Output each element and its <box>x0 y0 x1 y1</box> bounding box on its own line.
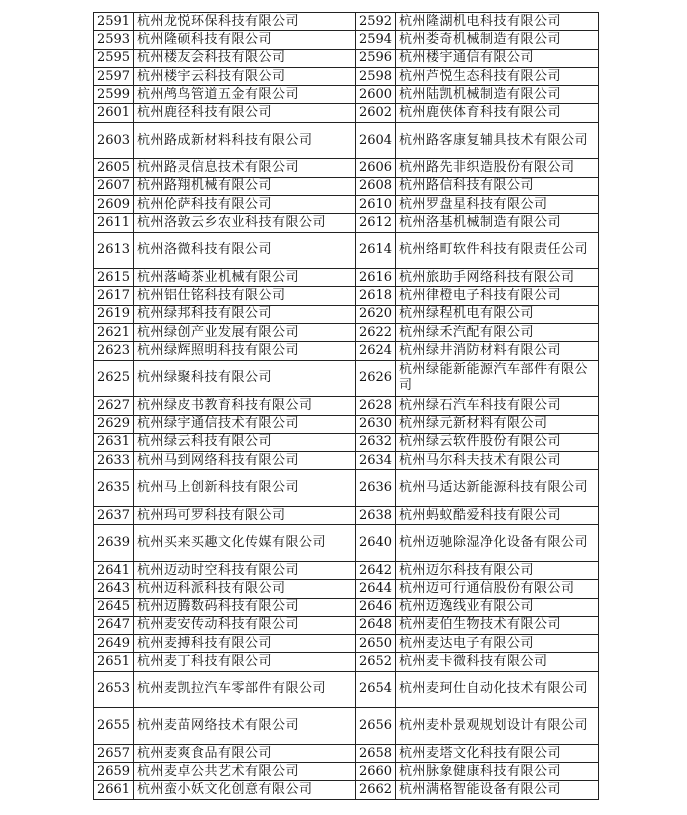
right-number-cell: 2630 <box>356 415 396 433</box>
left-number-cell: 2649 <box>94 635 134 653</box>
table-row <box>94 415 599 433</box>
left-company-name-cell: 杭州麦安传动科技有限公司 <box>134 616 356 634</box>
right-number-cell: 2650 <box>356 635 396 653</box>
left-company-name-cell: 杭州绿皮书教育科技有限公司 <box>134 397 356 415</box>
left-number-cell: 2647 <box>94 616 134 634</box>
left-number-cell: 2651 <box>94 653 134 671</box>
left-number-cell: 2615 <box>94 269 134 287</box>
right-number-cell: 2634 <box>356 452 396 470</box>
left-number-cell: 2619 <box>94 305 134 323</box>
right-number-cell: 2598 <box>356 67 396 85</box>
right-number-cell: 2614 <box>356 232 396 269</box>
right-number-cell: 2626 <box>356 360 396 397</box>
left-number-cell: 2611 <box>94 214 134 232</box>
left-company-name-cell: 杭州洛敦云乡农业科技有限公司 <box>134 214 356 232</box>
left-company-name-cell: 杭州买来买趣文化传媒有限公司 <box>134 525 356 562</box>
right-number-cell: 2610 <box>356 195 396 213</box>
table-row <box>94 287 599 305</box>
left-number-cell: 2657 <box>94 744 134 762</box>
right-company-name-cell: 杭州马适达新能源科技有限公司 <box>396 470 599 507</box>
table-row <box>94 324 599 342</box>
table-row <box>94 122 599 159</box>
right-company-name-cell: 杭州律橙电子科技有限公司 <box>396 287 599 305</box>
table-row <box>94 635 599 653</box>
right-company-name-cell: 杭州路客康复辅具技术有限公司 <box>396 122 599 159</box>
left-number-cell: 2609 <box>94 195 134 213</box>
right-company-name-cell: 杭州满格智能设备有限公司 <box>396 781 599 799</box>
table-row <box>94 49 599 67</box>
left-company-name-cell: 杭州楼宇云科技有限公司 <box>134 67 356 85</box>
left-company-name-cell: 杭州龙悦环保科技有限公司 <box>134 13 356 31</box>
right-number-cell: 2640 <box>356 525 396 562</box>
right-company-name-cell: 杭州迈尔科技有限公司 <box>396 561 599 579</box>
table-row <box>94 195 599 213</box>
left-number-cell: 2629 <box>94 415 134 433</box>
right-company-name-cell: 杭州迈逸线业有限公司 <box>396 598 599 616</box>
right-company-name-cell: 杭州脉象健康科技有限公司 <box>396 763 599 781</box>
table-row <box>94 452 599 470</box>
right-number-cell: 2624 <box>356 342 396 360</box>
left-company-name-cell: 杭州隆硕科技有限公司 <box>134 31 356 49</box>
table-row <box>94 507 599 525</box>
left-company-name-cell: 杭州迈腾数码科技有限公司 <box>134 598 356 616</box>
left-number-cell: 2613 <box>94 232 134 269</box>
right-number-cell: 2604 <box>356 122 396 159</box>
right-number-cell: 2618 <box>356 287 396 305</box>
left-company-name-cell: 杭州绿邦科技有限公司 <box>134 305 356 323</box>
left-company-name-cell: 杭州绿辉照明科技有限公司 <box>134 342 356 360</box>
right-number-cell: 2638 <box>356 507 396 525</box>
left-number-cell: 2605 <box>94 159 134 177</box>
right-number-cell: 2646 <box>356 598 396 616</box>
right-number-cell: 2654 <box>356 671 396 708</box>
table-row <box>94 525 599 562</box>
left-company-name-cell: 杭州麦爽食品有限公司 <box>134 744 356 762</box>
right-company-name-cell: 杭州路信科技有限公司 <box>396 177 599 195</box>
right-company-name-cell: 杭州洛基机械制造有限公司 <box>396 214 599 232</box>
table-row <box>94 781 599 799</box>
left-number-cell: 2595 <box>94 49 134 67</box>
left-number-cell: 2607 <box>94 177 134 195</box>
left-company-name-cell: 杭州玛可罗科技有限公司 <box>134 507 356 525</box>
right-company-name-cell: 杭州麦卡微科技有限公司 <box>396 653 599 671</box>
left-company-name-cell: 杭州绿创产业发展有限公司 <box>134 324 356 342</box>
right-number-cell: 2608 <box>356 177 396 195</box>
left-company-name-cell: 杭州绿云科技有限公司 <box>134 433 356 451</box>
right-number-cell: 2602 <box>356 104 396 122</box>
table-row <box>94 159 599 177</box>
left-number-cell: 2635 <box>94 470 134 507</box>
right-number-cell: 2658 <box>356 744 396 762</box>
right-company-name-cell: 杭州马尔科夫技术有限公司 <box>396 452 599 470</box>
left-company-name-cell: 杭州鸬鸟管道五金有限公司 <box>134 86 356 104</box>
right-company-name-cell: 杭州隆湖机电科技有限公司 <box>396 13 599 31</box>
right-number-cell: 2592 <box>356 13 396 31</box>
table-row <box>94 671 599 708</box>
right-company-name-cell: 杭州麦朴景观规划设计有限公司 <box>396 708 599 745</box>
table-row <box>94 470 599 507</box>
right-company-name-cell: 杭州鹿侠体育科技有限公司 <box>396 104 599 122</box>
left-company-name-cell: 杭州迈动时空科技有限公司 <box>134 561 356 579</box>
left-company-name-cell: 杭州马到网络科技有限公司 <box>134 452 356 470</box>
right-number-cell: 2660 <box>356 763 396 781</box>
table-row <box>94 360 599 397</box>
right-company-name-cell: 杭州麦塔文化科技有限公司 <box>396 744 599 762</box>
left-company-name-cell: 杭州楼友会科技有限公司 <box>134 49 356 67</box>
right-number-cell: 2600 <box>356 86 396 104</box>
table-row <box>94 763 599 781</box>
company-table-body <box>94 13 599 800</box>
right-number-cell: 2644 <box>356 580 396 598</box>
right-company-name-cell: 杭州绿井消防材料有限公司 <box>396 342 599 360</box>
left-number-cell: 2641 <box>94 561 134 579</box>
left-company-name-cell: 杭州迈科派科技有限公司 <box>134 580 356 598</box>
right-company-name-cell: 杭州麦珂仕自动化技术有限公司 <box>396 671 599 708</box>
right-number-cell: 2628 <box>356 397 396 415</box>
table-row <box>94 580 599 598</box>
table-row <box>94 31 599 49</box>
left-number-cell: 2593 <box>94 31 134 49</box>
left-number-cell: 2633 <box>94 452 134 470</box>
table-row <box>94 232 599 269</box>
left-number-cell: 2659 <box>94 763 134 781</box>
right-company-name-cell: 杭州旅助手网络科技有限公司 <box>396 269 599 287</box>
table-row <box>94 653 599 671</box>
right-company-name-cell: 杭州绿能新能源汽车部件有限公司 <box>396 360 599 397</box>
right-number-cell: 2620 <box>356 305 396 323</box>
table-row <box>94 598 599 616</box>
left-number-cell: 2643 <box>94 580 134 598</box>
right-company-name-cell: 杭州绿石汽车科技有限公司 <box>396 397 599 415</box>
right-number-cell: 2636 <box>356 470 396 507</box>
right-company-name-cell: 杭州绿云软件股份有限公司 <box>396 433 599 451</box>
table-row <box>94 177 599 195</box>
right-number-cell: 2622 <box>356 324 396 342</box>
left-company-name-cell: 杭州铝仕铭科技有限公司 <box>134 287 356 305</box>
right-company-name-cell: 杭州芦悦生态科技有限公司 <box>396 67 599 85</box>
left-number-cell: 2591 <box>94 13 134 31</box>
table-row <box>94 561 599 579</box>
left-company-name-cell: 杭州路灵信息技术有限公司 <box>134 159 356 177</box>
right-company-name-cell: 杭州迈驰除湿净化设备有限公司 <box>396 525 599 562</box>
left-company-name-cell: 杭州伦萨科技有限公司 <box>134 195 356 213</box>
left-company-name-cell: 杭州马上创新科技有限公司 <box>134 470 356 507</box>
left-company-name-cell: 杭州绿聚科技有限公司 <box>134 360 356 397</box>
company-table <box>93 12 599 800</box>
right-company-name-cell: 杭州绿程机电有限公司 <box>396 305 599 323</box>
table-row <box>94 13 599 31</box>
left-number-cell: 2599 <box>94 86 134 104</box>
left-number-cell: 2661 <box>94 781 134 799</box>
right-number-cell: 2596 <box>356 49 396 67</box>
right-number-cell: 2662 <box>356 781 396 799</box>
left-number-cell: 2621 <box>94 324 134 342</box>
table-row <box>94 397 599 415</box>
left-number-cell: 2645 <box>94 598 134 616</box>
table-row <box>94 744 599 762</box>
table-row <box>94 269 599 287</box>
left-number-cell: 2603 <box>94 122 134 159</box>
right-company-name-cell: 杭州娄奇机械制造有限公司 <box>396 31 599 49</box>
right-company-name-cell: 杭州麦伯生物技术有限公司 <box>396 616 599 634</box>
left-company-name-cell: 杭州绿宇通信技术有限公司 <box>134 415 356 433</box>
right-number-cell: 2632 <box>356 433 396 451</box>
right-number-cell: 2616 <box>356 269 396 287</box>
table-row <box>94 86 599 104</box>
right-number-cell: 2652 <box>356 653 396 671</box>
left-number-cell: 2627 <box>94 397 134 415</box>
right-company-name-cell: 杭州陆凯机械制造有限公司 <box>396 86 599 104</box>
table-row <box>94 342 599 360</box>
table-row <box>94 616 599 634</box>
left-number-cell: 2623 <box>94 342 134 360</box>
left-number-cell: 2597 <box>94 67 134 85</box>
left-number-cell: 2637 <box>94 507 134 525</box>
right-company-name-cell: 杭州迈可行通信股份有限公司 <box>396 580 599 598</box>
left-company-name-cell: 杭州蛮小妖文化创意有限公司 <box>134 781 356 799</box>
right-company-name-cell: 杭州络町软件科技有限责任公司 <box>396 232 599 269</box>
table-row <box>94 214 599 232</box>
table-row <box>94 305 599 323</box>
right-number-cell: 2594 <box>356 31 396 49</box>
right-number-cell: 2648 <box>356 616 396 634</box>
right-company-name-cell: 杭州蚂蚁酷爱科技有限公司 <box>396 507 599 525</box>
left-company-name-cell: 杭州鹿径科技有限公司 <box>134 104 356 122</box>
left-number-cell: 2639 <box>94 525 134 562</box>
left-company-name-cell: 杭州路成新材料科技有限公司 <box>134 122 356 159</box>
right-company-name-cell: 杭州绿元新材料有限公司 <box>396 415 599 433</box>
left-number-cell: 2601 <box>94 104 134 122</box>
table-row <box>94 104 599 122</box>
left-company-name-cell: 杭州路翔机械有限公司 <box>134 177 356 195</box>
right-company-name-cell: 杭州罗盘星科技有限公司 <box>396 195 599 213</box>
right-company-name-cell: 杭州绿禾汽配有限公司 <box>396 324 599 342</box>
table-row <box>94 433 599 451</box>
left-number-cell: 2625 <box>94 360 134 397</box>
table-row <box>94 708 599 745</box>
right-number-cell: 2606 <box>356 159 396 177</box>
right-company-name-cell: 杭州麦达电子有限公司 <box>396 635 599 653</box>
left-company-name-cell: 杭州洛微科技有限公司 <box>134 232 356 269</box>
left-company-name-cell: 杭州麦卓公共艺术有限公司 <box>134 763 356 781</box>
right-number-cell: 2642 <box>356 561 396 579</box>
left-number-cell: 2653 <box>94 671 134 708</box>
right-number-cell: 2656 <box>356 708 396 745</box>
right-company-name-cell: 杭州路先非织造股份有限公司 <box>396 159 599 177</box>
left-number-cell: 2631 <box>94 433 134 451</box>
right-number-cell: 2612 <box>356 214 396 232</box>
table-row <box>94 67 599 85</box>
left-company-name-cell: 杭州麦苗网络技术有限公司 <box>134 708 356 745</box>
left-company-name-cell: 杭州落崎茶业机械有限公司 <box>134 269 356 287</box>
left-company-name-cell: 杭州麦凯拉汽车零部件有限公司 <box>134 671 356 708</box>
left-number-cell: 2617 <box>94 287 134 305</box>
right-company-name-cell: 杭州楼宇通信有限公司 <box>396 49 599 67</box>
left-company-name-cell: 杭州麦丁科技有限公司 <box>134 653 356 671</box>
left-number-cell: 2655 <box>94 708 134 745</box>
left-company-name-cell: 杭州麦搏科技有限公司 <box>134 635 356 653</box>
